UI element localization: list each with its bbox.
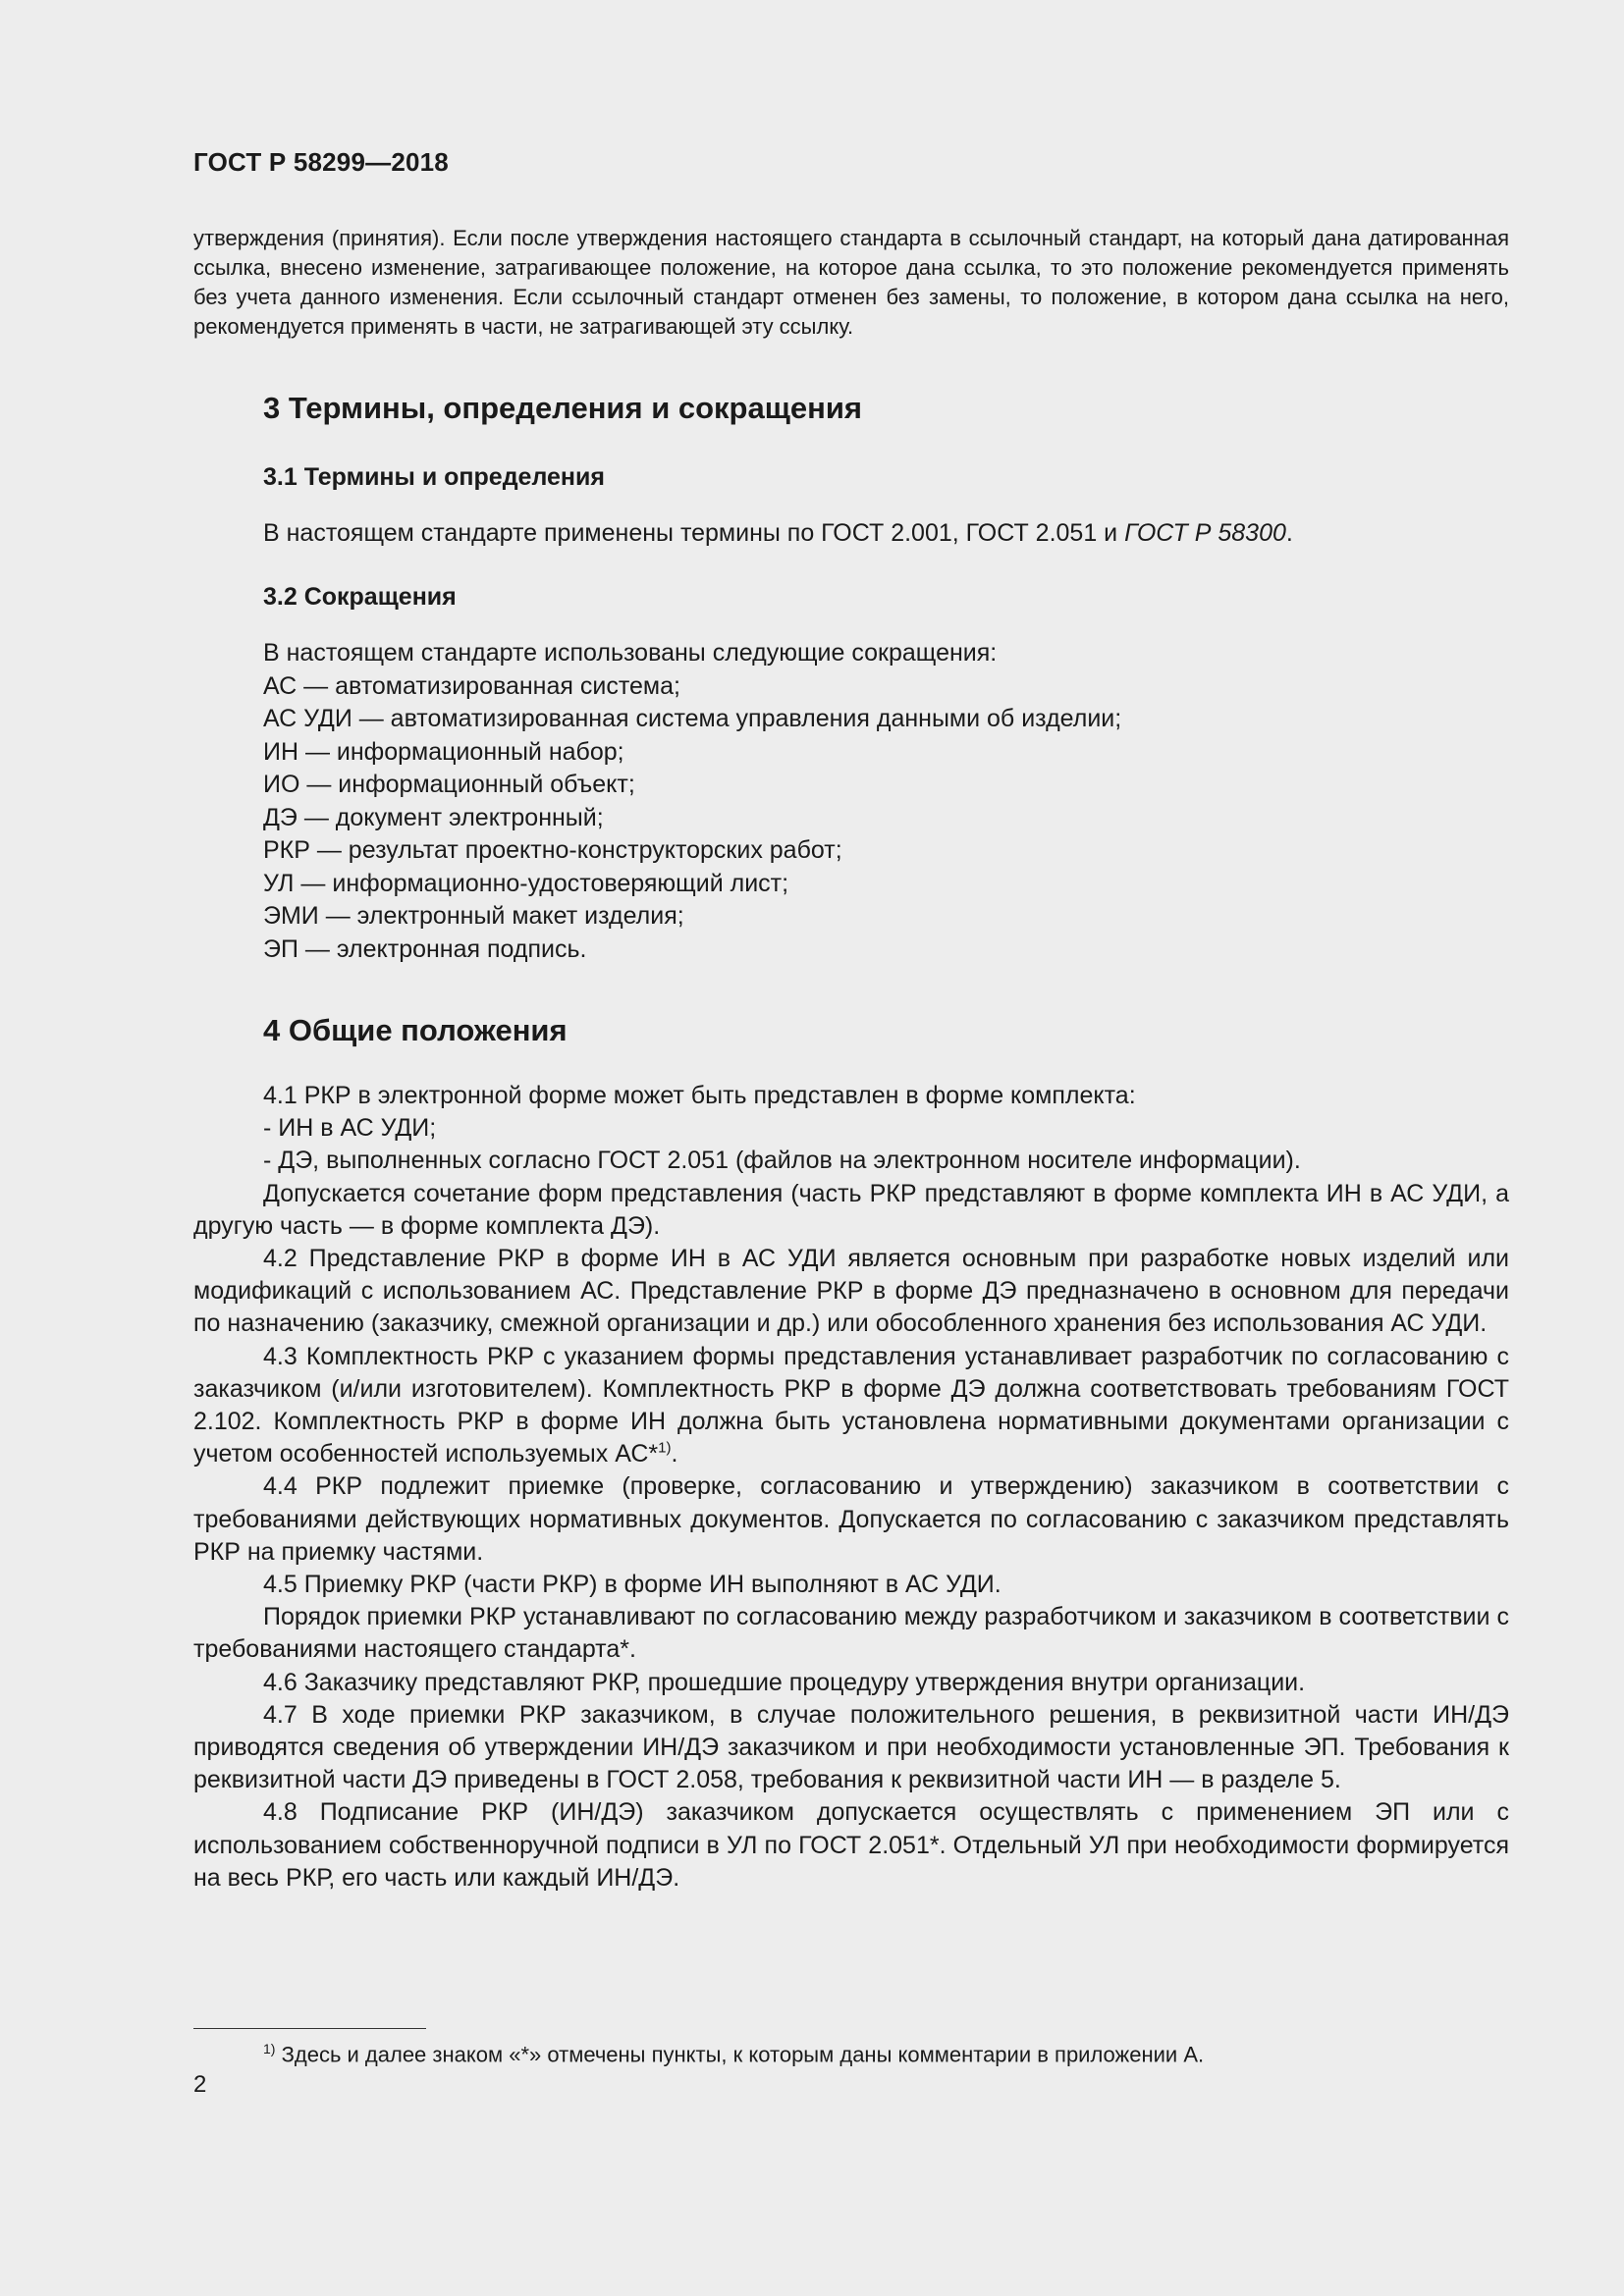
page-number: 2 xyxy=(193,2071,207,2098)
section-3-title: 3 Термины, определения и сокращения xyxy=(263,391,862,425)
list-item: ЭП — электронная подпись. xyxy=(263,934,587,963)
list-item: - ДЭ, выполненных согласно ГОСТ 2.051 (файлов на электронном носителе информации). xyxy=(263,1147,1301,1175)
list-item: ДЭ — документ электронный; xyxy=(263,803,604,831)
clause-4-2: 4.2 Представление РКР в форме ИН в АС УДИ является основным при разработке новых изделий или модификаций с использованием АС. Представление РКР в форме ДЭ предназначено в основном для передачи по назначению (заказчику, смежной организации и др.) или обособленного хранения без использования АС УДИ. xyxy=(193,1245,1509,1338)
footnote-text: Здесь и далее знаком «*» отмечены пункты, к которым даны комментарии в приложении А. xyxy=(281,2042,1205,2067)
section-4-title: 4 Общие положения xyxy=(263,1013,568,1047)
abbreviations-list xyxy=(263,637,1121,966)
terms-text: В настоящем стандарте применены термины по ГОСТ 2.001, ГОСТ 2.051 и xyxy=(263,519,1125,547)
clause-4-1-note: Допускается сочетание форм представления (часть РКР представляют в форме комплекта ИН в АС УДИ, а другую часть — в форме комплекта ДЭ). xyxy=(193,1179,1509,1240)
list-item: В настоящем стандарте использованы следующие сокращения: xyxy=(263,639,998,667)
subsection-3-2-title: 3.2 Сокращения xyxy=(263,583,457,611)
list-item: АС УДИ — автоматизированная система управления данными об изделии; xyxy=(263,705,1122,732)
list-item: ИН — информационный набор; xyxy=(263,737,624,766)
clause-4-6: 4.6 Заказчику представляют РКР, прошедшие процедуру утверждения внутри организации. xyxy=(263,1668,1306,1696)
footnote-ref: 1) xyxy=(658,1439,672,1457)
terms-text-end: . xyxy=(1285,519,1293,547)
clause-4-5-order: Порядок приемки РКР устанавливают по согласованию между разработчиком и заказчиком в соответствии с требованиями настоящего стандарта*. xyxy=(193,1603,1509,1664)
clause-4-3-end: . xyxy=(671,1440,678,1468)
list-item: УЛ — информационно-удостоверяющий лист; xyxy=(263,869,789,897)
footnote-marker: 1) xyxy=(263,2041,276,2056)
list-item: РКР — результат проектно-конструкторских работ; xyxy=(263,836,842,864)
list-item: ЭМИ — электронный макет изделия; xyxy=(263,902,684,930)
clause-4-1: 4.1 РКР в электронной форме может быть представлен в форме комплекта: xyxy=(263,1082,1136,1109)
list-item: ИО — информационный объект; xyxy=(263,771,635,798)
footnote-divider xyxy=(193,2028,426,2029)
clause-4-7: 4.7 В ходе приемки РКР заказчиком, в случае положительного решения, в реквизитной части ИН/ДЭ приводятся сведения об утверждении ИН/ДЭ заказчиком и при необходимости установленные ЭП. Требования к реквизитной части ДЭ приведены в ГОСТ 2.058, требования к реквизитной части ИН — в разделе 5. xyxy=(193,1700,1509,1794)
section-4-body xyxy=(193,1080,1509,1895)
terms-paragraph xyxy=(263,516,1510,550)
clause-4-4: 4.4 РКР подлежит приемке (проверке, согласованию и утверждению) заказчиком в соответствии с требованиями действующих нормативных документов. Допускается по согласованию с заказчиком представлять РКР на приемку частями. xyxy=(193,1472,1509,1566)
list-item: АС — автоматизированная система; xyxy=(263,671,680,700)
gost-58300-reference: ГОСТ Р 58300 xyxy=(1124,519,1286,547)
subsection-3-1-title: 3.1 Термины и определения xyxy=(263,463,605,491)
list-item: - ИН в АС УДИ; xyxy=(263,1114,437,1143)
document-code-header: ГОСТ Р 58299—2018 xyxy=(193,147,449,177)
clause-4-3-text: 4.3 Комплектность РКР с указанием формы представления устанавливает разработчик по согласованию с заказчиком (и/или изготовителем). Комплектность РКР в форме ДЭ должна соответствовать требованиям ГОСТ 2.102. Комплектность РКР в форме ИН должна быть установлена нормативными документами организации с учетом особенностей используемых АС* xyxy=(193,1342,1509,1468)
intro-text: утверждения (принятия). Если после утверждения настоящего стандарта в ссылочный стандарт, на который дана датированная ссылка, внесено изменение, затрагивающее положение, на которое дана ссылка, то это положение рекомендуется применять без учета данного изменения. Если ссылочный стандарт отменен без замены, то положение, в котором дана ссылка на него, рекомендуется применять в части, не затрагивающей эту ссылку. xyxy=(193,226,1509,339)
clause-4-5: 4.5 Приемку РКР (части РКР) в форме ИН выполняют в АС УДИ. xyxy=(263,1571,1001,1599)
clause-4-3 xyxy=(193,1341,1509,1471)
footnote xyxy=(263,2034,1204,2069)
clause-4-8: 4.8 Подписание РКР (ИН/ДЭ) заказчиком допускается осуществлять с применением ЭП или с использованием собственноручной подписи в УЛ по ГОСТ 2.051*. Отдельный УЛ при необходимости формируется на весь РКР, его часть или каждый ИН/ДЭ. xyxy=(193,1798,1509,1892)
intro-paragraph xyxy=(193,224,1509,342)
